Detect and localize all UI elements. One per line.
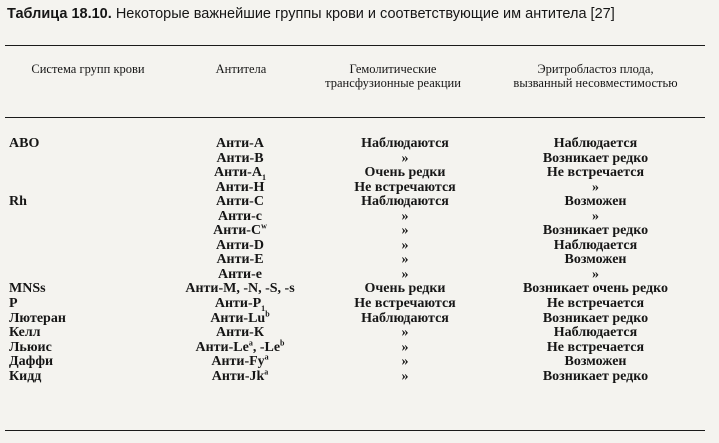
cell-transfusion-reaction: Наблюдаются xyxy=(361,194,449,210)
top-rule xyxy=(5,45,705,46)
cell-antibody xyxy=(160,367,320,385)
table-row xyxy=(0,210,719,225)
cell-erythroblastosis: Возникает очень редко xyxy=(522,281,669,297)
table-row xyxy=(0,268,719,283)
antibody-text: Анти-с xyxy=(218,208,262,224)
cell-antibody xyxy=(160,308,320,327)
cell-transfusion-reaction: » xyxy=(401,223,409,239)
cell-transfusion-reaction: Не встречаются xyxy=(354,179,456,195)
cell-transfusion-reaction: » xyxy=(401,266,409,282)
cell-erythroblastosis: Возможен xyxy=(564,194,627,210)
antibody-text: Анти-С xyxy=(216,194,264,210)
table-row xyxy=(0,338,719,356)
cell-erythroblastosis: Возникает редко xyxy=(542,368,649,384)
cell-system: Келл xyxy=(9,325,41,341)
antibody-text: Анти-е xyxy=(218,266,262,282)
antibody-text: Анти-Le xyxy=(195,339,249,355)
antibody-text: Анти-D xyxy=(216,237,264,253)
cell-erythroblastosis: » xyxy=(592,208,599,224)
antibody-superscript: a xyxy=(264,352,269,362)
cell-transfusion-reaction: Наблюдаются xyxy=(361,136,449,151)
cell-antibody xyxy=(160,268,320,283)
cell-transfusion-reaction: Не встречаются xyxy=(354,296,456,312)
cell-antibody xyxy=(160,326,320,341)
table-row xyxy=(0,326,719,341)
cell-transfusion-reaction: » xyxy=(401,150,409,166)
table-caption xyxy=(7,6,707,22)
table-number: Таблица 18.10. xyxy=(7,6,112,22)
antibody-subscript: 1 xyxy=(261,172,266,182)
cell-erythroblastosis: Возникает редко xyxy=(542,223,649,239)
cell-antibody xyxy=(160,253,320,268)
antibody-text: Анти-А xyxy=(216,136,264,151)
table-row xyxy=(0,239,719,254)
cell-transfusion-reaction: Очень редки xyxy=(364,165,446,181)
antibody-text: Анти-В xyxy=(216,150,264,166)
cell-transfusion-reaction: » xyxy=(401,354,409,370)
antibody-text: Анти-Р xyxy=(214,296,262,312)
table-row xyxy=(0,181,719,196)
cell-transfusion-reaction: » xyxy=(401,252,409,268)
header-antibodies: Антитела xyxy=(215,62,267,76)
table-row xyxy=(0,253,719,268)
cell-antibody xyxy=(160,239,320,254)
cell-antibody xyxy=(160,152,320,167)
antibody-text: Анти-С xyxy=(213,223,262,239)
header-erythroblastosis: Эритробластоз плода, вызванный несовместимостью xyxy=(513,62,678,90)
antibody-subscript: 1 xyxy=(261,303,266,313)
cell-antibody xyxy=(160,282,320,297)
cell-antibody xyxy=(160,137,320,152)
cell-antibody xyxy=(160,195,320,210)
cell-erythroblastosis: Наблюдается xyxy=(553,136,638,151)
table-row xyxy=(0,195,719,210)
antibody-superscript: a xyxy=(248,338,253,347)
antibody-text: Анти-Н xyxy=(215,179,265,195)
antibody-text: Анти-А xyxy=(214,165,262,181)
cell-erythroblastosis: Возникает редко xyxy=(542,150,649,166)
cell-antibody xyxy=(160,181,320,196)
table-row xyxy=(0,297,719,312)
antibody-tail-superscript: b xyxy=(280,338,285,347)
cell-system: Rh xyxy=(9,194,27,210)
cell-antibody xyxy=(160,297,320,312)
table-row xyxy=(0,308,719,327)
cell-erythroblastosis: Не встречается xyxy=(546,339,645,355)
header-blood-group-system: Система групп крови xyxy=(31,62,145,76)
cell-erythroblastosis: Возникает редко xyxy=(542,310,649,326)
table-row xyxy=(0,166,719,181)
cell-system: Кидд xyxy=(9,368,42,384)
table-row xyxy=(0,352,719,370)
cell-transfusion-reaction: » xyxy=(401,368,409,384)
antibody-text: Анти-Lu xyxy=(210,310,266,326)
bottom-rule xyxy=(5,430,705,431)
cell-erythroblastosis: » xyxy=(592,179,599,195)
table-row xyxy=(0,137,719,152)
table-body xyxy=(0,137,719,384)
antibody-superscript: w xyxy=(261,221,267,231)
table-row xyxy=(0,221,719,239)
cell-transfusion-reaction: » xyxy=(401,325,409,341)
cell-system: Даффи xyxy=(9,354,54,370)
cell-transfusion-reaction: » xyxy=(401,208,409,224)
table-row xyxy=(0,152,719,167)
cell-transfusion-reaction: » xyxy=(401,339,409,355)
antibody-text: Анти-Jk xyxy=(211,368,265,384)
antibody-text: Анти-Е xyxy=(216,252,264,268)
antibody-text: Анти-К xyxy=(216,325,264,341)
antibody-text: Анти-Fy xyxy=(211,354,265,370)
cell-transfusion-reaction: » xyxy=(401,237,409,253)
header-transfusion-reactions: Гемолитические трансфузионные реакции xyxy=(325,62,461,90)
cell-erythroblastosis: Наблюдается xyxy=(553,325,638,341)
antibody-superscript: b xyxy=(265,308,270,318)
cell-erythroblastosis: Не встречается xyxy=(546,296,645,312)
cell-erythroblastosis: Возможен xyxy=(564,354,627,370)
cell-transfusion-reaction: Очень редки xyxy=(364,281,446,297)
cell-transfusion-reaction: Наблюдаются xyxy=(361,310,449,326)
antibody-text: Анти-М, -N, -S, -s xyxy=(185,281,295,297)
cell-antibody xyxy=(160,166,320,181)
cell-system: P xyxy=(9,296,18,312)
cell-erythroblastosis: Наблюдается xyxy=(553,237,638,253)
cell-erythroblastosis: Не встречается xyxy=(546,165,645,181)
header-rule xyxy=(5,117,705,118)
cell-system: ABO xyxy=(9,136,40,151)
cell-system: Лютеран xyxy=(9,310,66,326)
cell-erythroblastosis: » xyxy=(592,266,599,282)
cell-erythroblastosis: Возможен xyxy=(564,252,627,268)
table-title: Некоторые важнейшие группы крови и соответствующие им антитела [27] xyxy=(115,6,615,22)
table-row xyxy=(0,367,719,385)
cell-antibody xyxy=(160,221,320,239)
antibody-superscript: a xyxy=(264,367,269,377)
cell-system: Льюис xyxy=(9,339,52,355)
table-row xyxy=(0,282,719,297)
cell-system: MNSs xyxy=(9,281,46,297)
antibody-text-tail: , -Le xyxy=(252,339,281,355)
cell-antibody xyxy=(160,352,320,370)
